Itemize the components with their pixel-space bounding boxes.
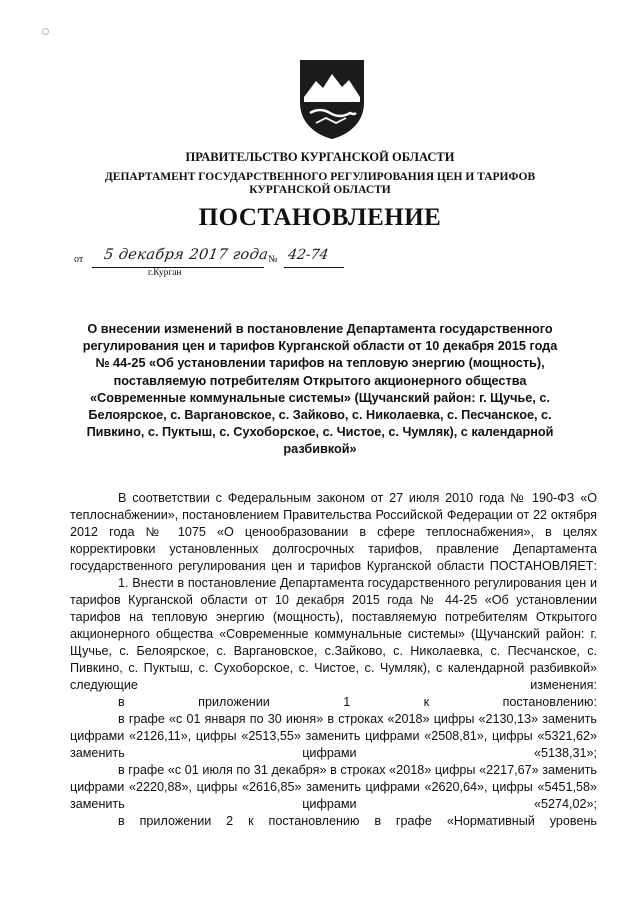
city-label: г.Курган	[148, 268, 182, 278]
from-label: от	[74, 254, 84, 265]
body-paragraph-jan-jun: в графе «с 01 января по 30 июня» в строках «2018» цифры «2130,13» заменить цифрами «2126,11», цифры «2513,55» заменить цифрами «2508,81», цифры «5321,62» заменить цифрами «5138,31»;	[70, 712, 597, 760]
body-paragraph-preamble: В соответствии с Федеральным законом от 27 июля 2010 года № 190-ФЗ «О теплоснабжении», постановлением Правительства Российской Федерации от 22 октября 2012 года № 1075 «О ценообразовании в сфере теплоснабжения», в целях корректировки установленных долгосрочных тарифов, правление Департамента государственного регулирования цен и тарифов Курганской области ПОСТАНОВЛЯЕТ:	[70, 491, 597, 573]
number-underline	[284, 267, 344, 268]
department-name-line2: КУРГАНСКОЙ ОБЛАСТИ	[249, 184, 391, 196]
body-paragraph-appendix-1: в приложении 1 к постановлению:	[118, 695, 597, 709]
resolution-title: О внесении изменений в постановление Департамента государственного регулирования цен и тарифов Курганской области от 10 декабря 2015 года № 44-25 «Об установлении тарифов на тепловую энергию (мощность), поставляемую потребителям Открытого акционерного общества «Современные коммунальные системы» (Щучанский район: г. Щучье, с. Белоярское, с. Варгановское, с. Зайково, с. Николаевка, с. Песчанское, с. Пивкино, с. Пуктыш, с. Сухоборское, с. Чистое, с. Чумляк), с календарной разбивкой»	[82, 322, 558, 457]
date-number-line	[70, 245, 370, 279]
document-type-heading: ПОСТАНОВЛЕНИЕ	[198, 204, 442, 231]
body-paragraph-jul-dec: в графе «с 01 июля по 31 декабря» в строках «2018» цифры «2217,67» заменить цифрами «2220,88», цифры «2616,85» заменить цифрами «2620,64», цифры «5451,58» заменить цифрами «5274,02»;	[70, 763, 597, 811]
resolution-body	[70, 490, 597, 830]
scan-speck	[42, 28, 49, 35]
handwritten-date: 5 декабря 2017 года	[102, 247, 270, 263]
number-label: №	[268, 254, 278, 265]
body-paragraph-item-1: 1. Внести в постановление Департамента государственного регулирования цен и тарифов Курганской области от 10 декабря 2015 года № 44-25 «Об установлении тарифов на тепловую энергию (мощность), поставляемую потребителям Открытого акционерного общества «Современные коммунальные системы» (Щучанский район: г. Щучье, с. Белоярское, с. Варгановское, с.Зайково, с. Николаевка, с. Песчанское, с. Пивкино, с. Пуктыш, с. Сухоборское, с. Чистое, с. Чумляк), с календарной разбивкой» следующие изменения:	[70, 576, 597, 692]
handwritten-number: 42-74	[286, 247, 330, 263]
department-name-line1: ДЕПАРТАМЕНТ ГОСУДАРСТВЕННОГО РЕГУЛИРОВАНИЯ ЦЕН И ТАРИФОВ	[104, 171, 536, 183]
coat-of-arms-emblem	[296, 57, 368, 141]
body-paragraph-appendix-2: в приложении 2 к постановлению в графе «Нормативный уровень	[118, 814, 597, 828]
department-name	[0, 171, 640, 197]
government-name: ПРАВИТЕЛЬСТВО КУРГАНСКОЙ ОБЛАСТИ	[185, 150, 455, 164]
